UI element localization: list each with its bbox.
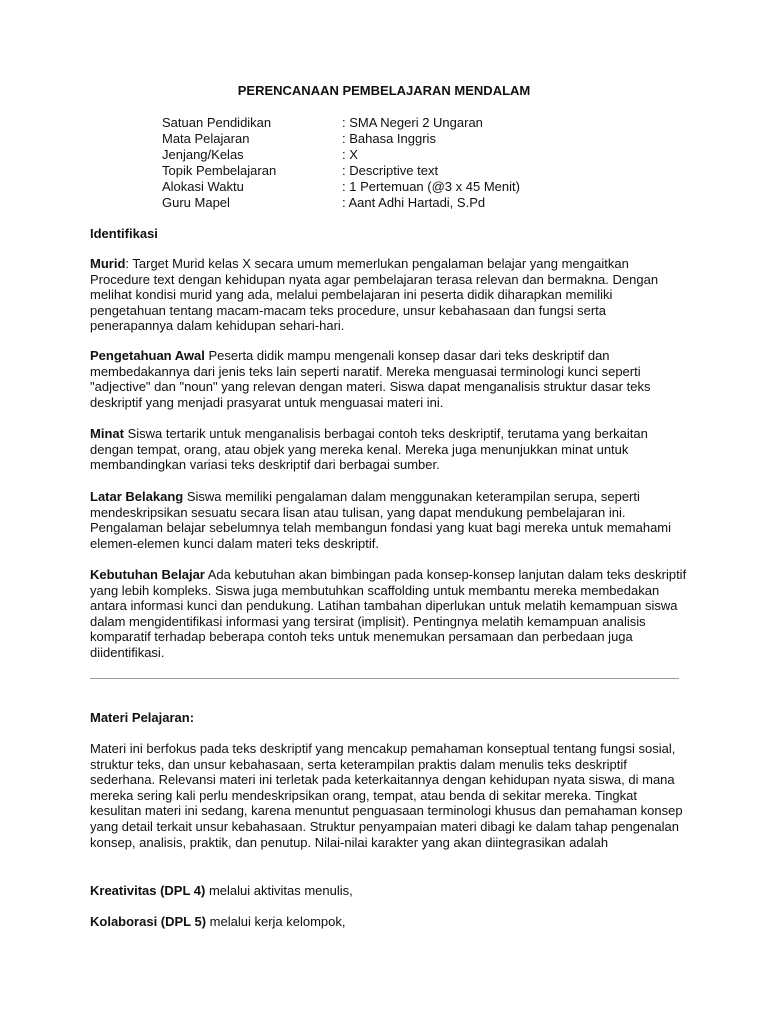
meta-value: : X [342, 147, 358, 162]
kolaborasi-text: melalui kerja kelompok, [206, 914, 346, 929]
meta-value: : SMA Negeri 2 Ungaran [342, 115, 483, 130]
latar-belakang-label: Latar Belakang [90, 489, 184, 504]
minat-label: Minat [90, 426, 124, 441]
meta-value: : 1 Pertemuan (@3 x 45 Menit) [342, 179, 520, 194]
latar-belakang-text: Siswa memiliki pengalaman dalam menggunakan keterampilan serupa, seperti mendeskripsikan sesuatu secara lisan atau tulisan, yang dapat mendukung pembelajaran ini. Pengalaman belajar sebelumnya telah membangun fondasi yang kuat bagi mereka untuk memahami elemen-elemen kunci dalam materi teks deskriptif. [90, 489, 672, 551]
meta-value: : Descriptive text [342, 163, 439, 178]
murid-text: : Target Murid kelas X secara umum memerlukan pengalaman belajar yang mengaitkan Procedure text dengan kehidupan nyata agar pembelajaran terasa relevan dan bermakna. Dengan melihat kondisi murid yang ada, melalui pembelajaran ini peserta didik diharapkan memiliki pengetahuan tentang macam-macam teks procedure, unsur kebahasaan dan fungsi serta penerapannya dalam kehidupan sehari-hari. [90, 256, 659, 334]
kreativitas-text: melalui aktivitas menulis, [205, 883, 353, 898]
materi-heading: Materi Pelajaran: [90, 710, 195, 725]
pengetahuan-awal-label: Pengetahuan Awal [90, 348, 205, 363]
meta-row-satuan [162, 115, 520, 131]
meta-value: : Aant Adhi Hartadi, S.Pd [342, 195, 486, 210]
pengetahuan-awal-text: Peserta didik mampu mengenali konsep dasar dari teks deskriptif dan membedakannya dari jenis teks lain seperti naratif. Mereka menguasai terminologi kunci seperti "adjective" dan "noun" yang relevan dengan materi. Siswa dapat menganalisis struktur dasar teks deskriptif yang menjadi prasyarat untuk menguasai materi ini. [90, 348, 651, 410]
section-divider [90, 678, 679, 679]
minat-paragraph [90, 426, 690, 473]
document-title: PERENCANAAN PEMBELAJARAN MENDALAM [237, 83, 531, 98]
kebutuhan-belajar-label: Kebutuhan Belajar [90, 567, 205, 582]
murid-label: Murid [90, 256, 126, 271]
latar-belakang-paragraph [90, 489, 690, 551]
identifikasi-heading: Identifikasi [90, 226, 158, 241]
materi-paragraph: Materi ini berfokus pada teks deskriptif yang mencakup pemahaman konseptual tentang fungsi sosial, struktur teks, dan unsur kebahasaan, serta keterampilan praktis dalam menulis teks deskriptif sederhana. Relevansi materi ini terletak pada keterkaitannya dengan kehidupan nyata siswa, di mana mereka sering kali perlu mendeskripsikan orang, tempat, atau benda di sekitar mereka. Tingkat kesulitan materi ini sedang, karena menuntut penguasaan terminologi khusus dan pemahaman konsep yang detail terkait unsur kebahasaan. Struktur penyampaian materi dibagi ke dalam tahap pengenalan konsep, analisis, praktik, dan penutup. Nilai-nilai karakter yang akan diintegrasikan adalah [90, 741, 683, 850]
meta-label: Topik Pembelajaran [162, 163, 277, 178]
meta-row-jenjang [162, 147, 520, 163]
kebutuhan-belajar-text: Ada kebutuhan akan bimbingan pada konsep-konsep lanjutan dalam teks deskriptif yang lebih kompleks. Siswa juga membutuhkan scaffolding untuk membantu mereka membedakan antara informasi kunci dan pendukung. Latihan tambahan diperlukan untuk melatih kemampuan siswa dalam mengidentifikasi informasi yang tersirat (implisit). Pentingnya melatih kemampuan analisis komparatif terhadap beberapa contoh teks untuk menemukan persamaan dan perbedaan juga diidentifikasi. [90, 567, 687, 660]
meta-label: Mata Pelajaran [162, 131, 250, 146]
minat-text: Siswa tertarik untuk menganalisis berbagai contoh teks deskriptif, terutama yang berkaitan dengan tempat, orang, atau objek yang mereka kenal. Mereka juga menunjukkan minat untuk membandingkan variasi teks deskriptif dari berbagai sumber. [90, 426, 648, 473]
meta-row-mapel [162, 131, 520, 147]
meta-row-topik [162, 163, 520, 179]
meta-label: Satuan Pendidikan [162, 115, 272, 130]
meta-label: Jenjang/Kelas [162, 147, 244, 162]
meta-row-guru [162, 195, 520, 211]
kreativitas-paragraph [90, 883, 690, 899]
meta-table [162, 115, 520, 211]
pengetahuan-awal-paragraph [90, 348, 690, 410]
kreativitas-label: Kreativitas (DPL 4) [90, 883, 206, 898]
meta-value: : Bahasa Inggris [342, 131, 436, 146]
meta-label: Guru Mapel [162, 195, 230, 210]
kebutuhan-belajar-paragraph [90, 567, 690, 661]
meta-row-alokasi [162, 179, 520, 195]
kolaborasi-paragraph [90, 914, 690, 930]
kolaborasi-label: Kolaborasi (DPL 5) [90, 914, 207, 929]
murid-paragraph [90, 256, 690, 334]
meta-label: Alokasi Waktu [162, 179, 244, 194]
